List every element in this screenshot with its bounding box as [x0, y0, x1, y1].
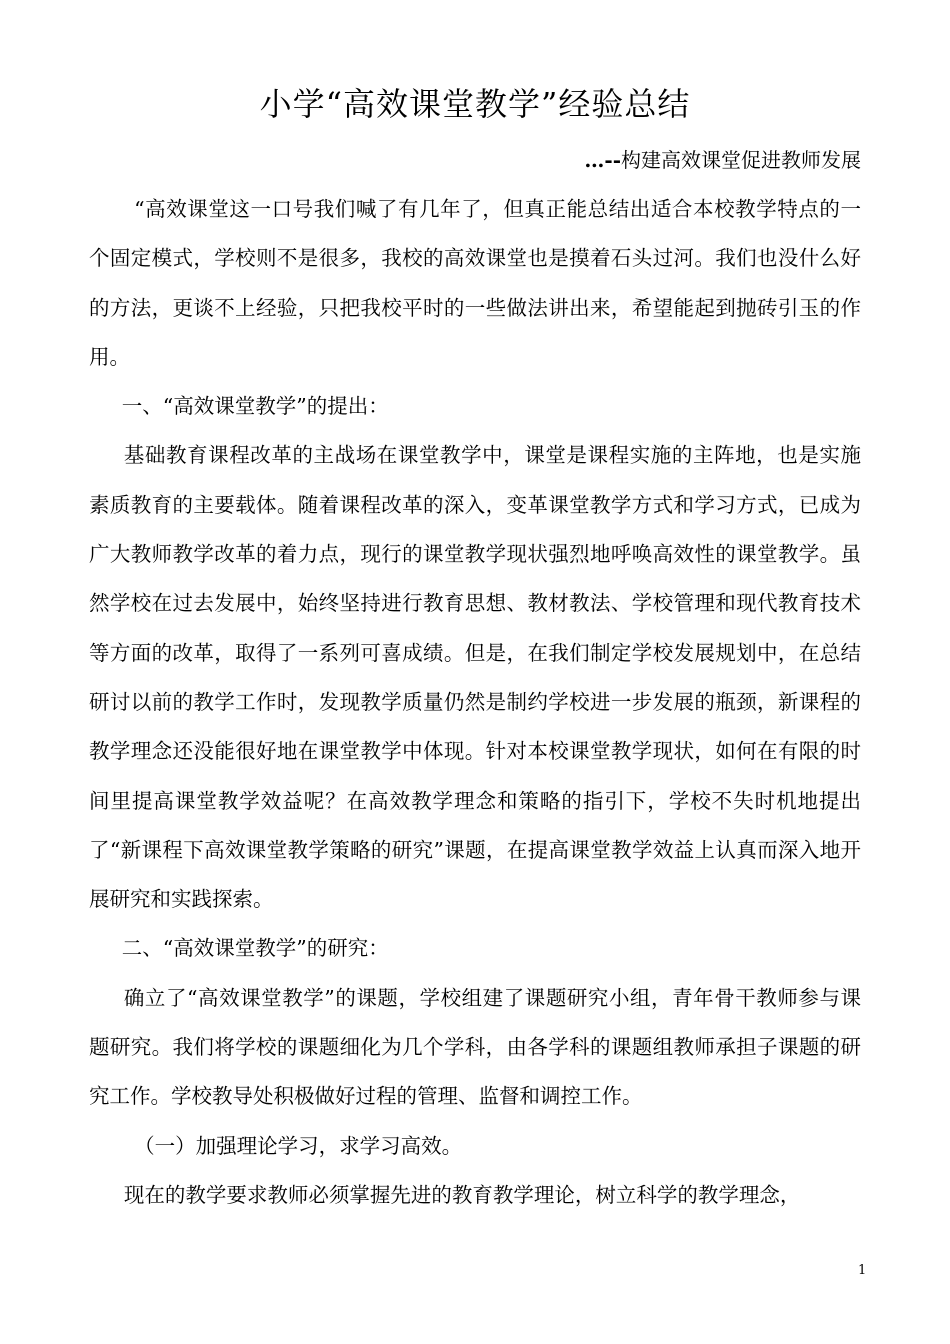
- subtitle-prefix: …--: [584, 148, 621, 172]
- section-heading-1: 一、“高效课堂教学”的提出：: [121, 394, 389, 419]
- document-title: 小学“高效课堂教学”经验总结: [259, 85, 691, 123]
- paragraph-section-1: 基础教育课程改革的主战场在课堂教学中，课堂是课程实施的主阵地，也是实施素质教育的主要载体。随着课程改革的深入，变革课堂教学方式和学习方式，已成为广大教师教学改革的着力点，现行的课堂教学现状强烈地呼唤高效性的课堂教学。虽然学校在过去发展中，始终坚持进行教育思想、教材教法、学校管理和现代教育技术等方面的改革，取得了一系列可喜成绩。但是，在我们制定学校发展规划中，在总结研讨以前的教学工作时，发现教学质量仍然是制约学校进一步发展的瓶颈，新课程的教学理念还没能很好地在课堂教学中体现。针对本校课堂教学现状，如何在有限的时间里提高课堂教学效益呢？在高效教学理念和策略的指引下，学校不失时机地提出了“新课程下高效课堂教学策略的研究”课题，在提高课堂教学效益上认真而深入地开展研究和实践探索。: [89, 443, 861, 912]
- subsection-heading-1: （一）加强理论学习，求学习高效。: [134, 1133, 463, 1158]
- subtitle-text: 构建高效课堂促进教师发展: [621, 148, 861, 172]
- section-heading-2: 二、“高效课堂教学”的研究：: [121, 936, 389, 961]
- document-body: [89, 185, 861, 1220]
- page-number: 1: [858, 1263, 867, 1278]
- paragraph-subsection-1: 现在的教学要求教师必须掌握先进的教育教学理论，树立科学的教学理念，: [123, 1182, 801, 1207]
- paragraph-intro: “高效课堂这一口号我们喊了有几年了，但真正能总结出适合本校教学特点的一个固定模式，学校则不是很多，我校的高效课堂也是摸着石头过河。我们也没什么好的方法，更谈不上经验，只把我校平时的一些做法讲出来，希望能起到抛砖引玉的作用。: [89, 197, 861, 369]
- paragraph-section-2: 确立了“高效课堂教学”的课题，学校组建了课题研究小组，青年骨干教师参与课题研究。我们将学校的课题细化为几个学科，由各学科的课题组教师承担子课题的研究工作。学校教导处积极做好过程的管理、监督和调控工作。: [89, 985, 861, 1109]
- document-subtitle: [584, 145, 861, 175]
